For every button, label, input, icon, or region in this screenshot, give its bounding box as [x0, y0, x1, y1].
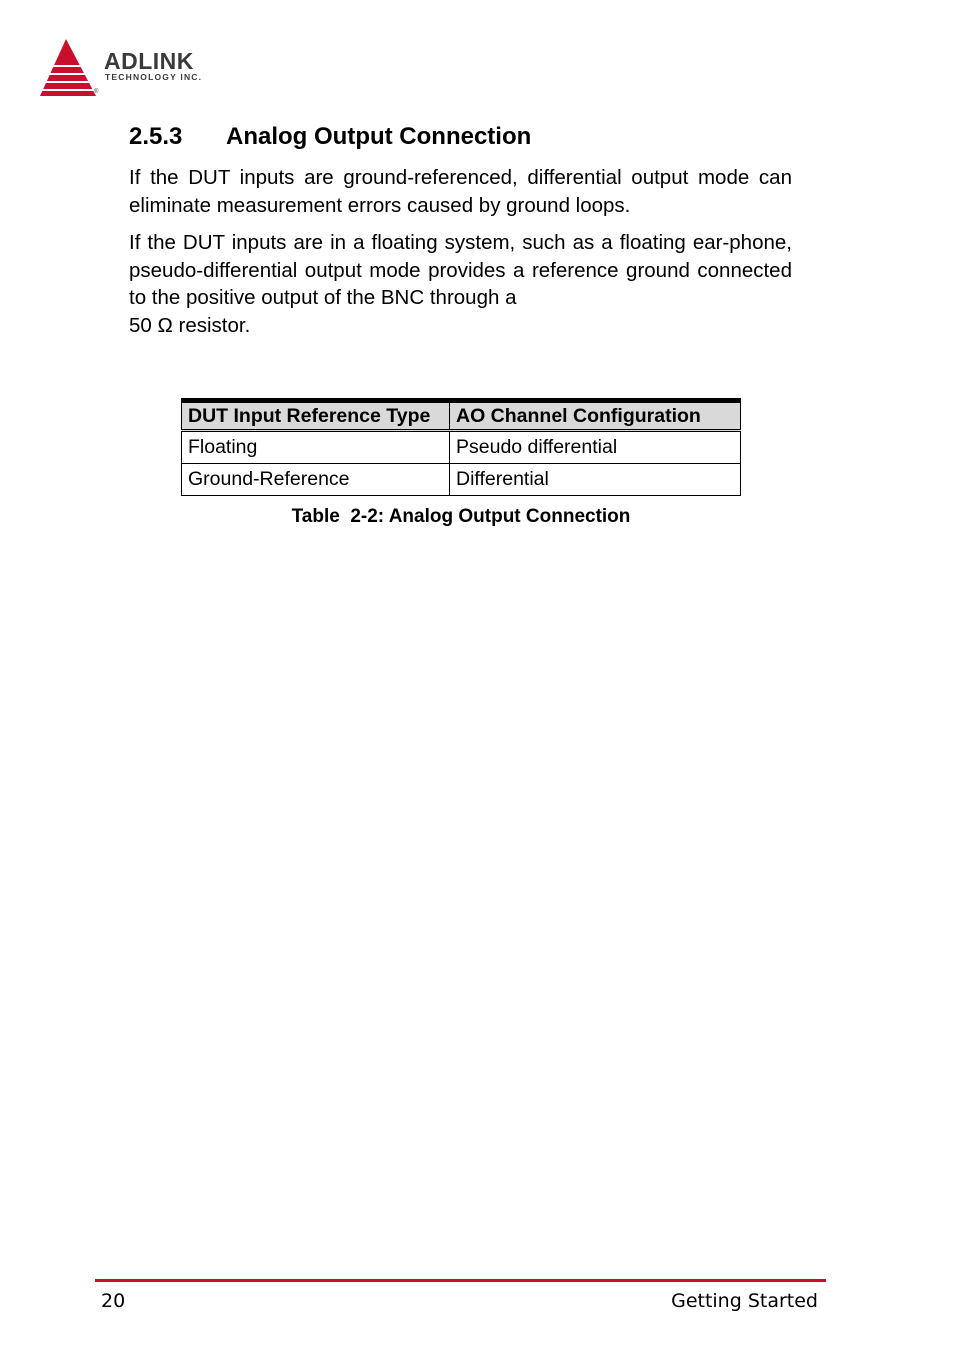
table-caption: Table 2-2: Analog Output Connection	[291, 506, 631, 527]
footer-section-name: Getting Started	[671, 1290, 818, 1312]
paragraph-floating-last-line: 50 Ω resistor.	[129, 313, 251, 337]
table-cell: Floating	[182, 431, 450, 464]
logo-brand-name: ADLINK	[104, 48, 194, 74]
logo-subtitle: TECHNOLOGY INC.	[105, 72, 203, 82]
registered-mark: ®	[94, 89, 99, 95]
table-cell: Ground-Reference	[182, 464, 450, 496]
table-row	[182, 464, 741, 496]
table-cell: Differential	[450, 464, 741, 496]
table-row	[182, 431, 741, 464]
paragraph-ground-referenced: If the DUT inputs are ground-referenced, differential output mode can eliminate measurement errors caused by ground loops.	[129, 166, 792, 217]
page-number: 20	[101, 1290, 126, 1312]
adlink-triangle-icon	[38, 36, 102, 100]
adlink-logo	[38, 36, 238, 100]
table-header-cell: AO Channel Configuration	[450, 401, 741, 431]
paragraph-floating-main: If the DUT inputs are in a floating system, such as a floating ear-phone, pseudo-differential output mode provides a reference ground connected to the positive output of the BNC through a	[129, 231, 792, 309]
footer-divider	[95, 1279, 826, 1282]
table-header-row	[182, 401, 741, 431]
table-header-cell: DUT Input Reference Type	[182, 401, 450, 431]
section-number: 2.5.3	[129, 123, 183, 150]
paragraph-floating	[129, 229, 792, 339]
table-cell: Pseudo differential	[450, 431, 741, 464]
section-title: Analog Output Connection	[226, 123, 532, 150]
analog-output-connection-table	[181, 398, 741, 496]
section-heading	[129, 122, 531, 152]
